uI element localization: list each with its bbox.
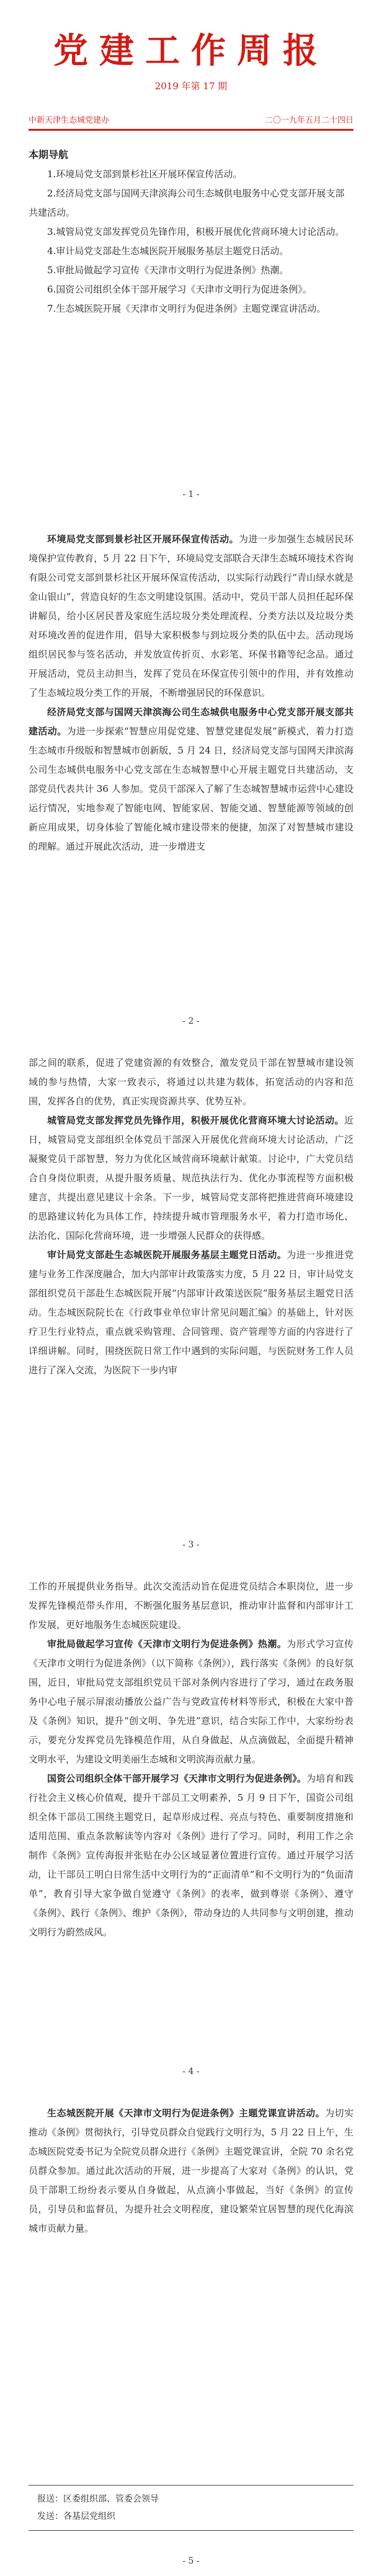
- toc-item: 3.城管局党支部发挥党员先锋作用，积极开展优化营商环境大讨论活动。: [47, 226, 345, 237]
- page-number: - 3 -: [182, 1540, 200, 1550]
- article-hospital: [29, 2104, 353, 2238]
- article-economy: [29, 703, 353, 856]
- article-title: 审计局党支部赴生态城医院开展服务基层主题党日活动。: [47, 1249, 287, 1260]
- send-to: 发送：各基层党组织: [37, 2512, 115, 2521]
- issue-number: 2019 年第 17 期: [154, 80, 228, 92]
- toc-item: 5.审批局做起学习宣传《天津市文明行为促进条例》热潮。: [47, 264, 289, 276]
- page-number: - 1 -: [182, 490, 200, 499]
- article-body: 为形式学习宣传《天津市文明行为促进条例》（以下简称《条例》），践行落实《条例》的良好氛围，近日，审批局党支部组织党员干部对条例内容进行了学习，通过在政务服务中心电子展示屏滚动播放公益广告与党政宣传材料等形式，积极在大家中普及《条例》知识，提升“创文明、争先进”意识，结合实际工作中，大家纷纷表示，要充分发挥党员先锋模范作用，从自身做起、从点滴做起，全面提升精神文明水平，为建设文明美丽生态城和文明滨海贡献力量。: [29, 1638, 353, 1765]
- page-number: - 4 -: [182, 2067, 200, 2077]
- publish-date: 二〇一九年五月二十四日: [264, 115, 353, 125]
- report-to: 报送：区委组织部、管委会领导: [37, 2494, 159, 2504]
- article-body: 为进一步加强生态城居民环境保护宣传教育，5 月 22 日下午，环境局党支部联合天津生态城环境技术咨询有限公司党支部到景杉社区开展环保宣传活动，以实际行动践行“青山绿水就是金山银山”，营造良好的生态文明建设氛围。活动中，党员干部人员担任起环保讲解员，给小区居民普及家庭生活垃圾分类处理流程、分类方法以及垃圾分类对环境改善的促进作用，倡导大家积极参与到垃圾分类的队伍中去。活动现场组织居民参与签名活动，并发放宣传折页、水彩笔、环保书籍等纪念品。通过开展活动，党员主动担当，发挥了党员在环保宣传引领中的作用，并有效推动了生态城垃圾分类工作的开展，不断增强居民的环保意识。: [29, 534, 353, 698]
- article-body: 为进一步探索“智慧应用促党建、智慧党建促发展”新模式，着力打造生态城市升级版和智慧城市创新版，5 月 24 日，经济局党支部与国网天津滨海公司生态城供电服务中心党支部在生态城智慧中心开展主题党日共建活动，支部党员代表共计 36 人参加。党员干部深入了解了生态城智慧城市运营中心建设运行情况，实地参观了智能电网、智能家居、智能交通、智慧能源等领域的创新应用成果，切身体验了智能化城市建设带来的便捷，加深了对智慧城市建设的理解。通过开展此次活动，进一步增进支: [29, 726, 353, 852]
- page-number: - 2 -: [182, 1016, 200, 1026]
- masthead-meta: [29, 113, 353, 125]
- toc-item: 1.环境局党支部到景杉社区开展环保宣传活动。: [47, 168, 242, 180]
- toc-item: 2.经济局党支部与国网天津滨海公司生态城供电服务中心党支部开展支部共建活动。: [29, 187, 345, 218]
- page-number: - 5 -: [182, 2556, 200, 2566]
- article-title: 审批局做起学习宣传《天津市文明行为促进条例》热潮。: [47, 1638, 287, 1650]
- page-4: [0, 1577, 382, 1942]
- article-environment: [29, 530, 353, 703]
- article-body: 近日，城管局党支部组织全体党员干部深入开展优化营商环境大讨论活动，广泛凝聚党员干部智慧，努力为优化区域营商环境献计献策。讨论中，广大党员结合自身岗位职责，从提升服务质量、规范执法行为、优化办事流程等方面积极建言，共提出意见建议十余条。下一步，城管局党支部将把推进营商环境建设的思路建议转化为具体工作，持续提升城市管理服务水平，着力打造市场化、法治化、国际化营商环境，进一步增强人民群众的获得感。: [29, 1115, 353, 1241]
- page-1: [0, 0, 382, 319]
- toc-list: [29, 165, 353, 319]
- page-3: [0, 1053, 382, 1380]
- article-body: 为进一步推进党建与业务工作深度融合，加大内部审计政策落实力度，5 月 22 日，审计局党支部组织党员干部赴生态城医院开展“内部审计政策送医院”服务基层主题党日活动。生态城医院院长在《行政事业单位审计常见问题汇编》的基础上，针对医疗卫生行业特点，重点就采购管理、合同管理、资产管理等方面的内容进行了详细讲解。同时，围绕医院日常工作中遇到的实际问题，与医院财务工作人员进行了深入交流，为医院下一步内审: [29, 1249, 353, 1376]
- article-body: 为培育和践行社会主义核心价值观，提升干部员工文明素养，5 月 9 日下午，国资公司组织全体干部员工围绕主题党日，起草形成过程、亮点与特色、重要制度措施和适用范围、重点条款解读等内容对《条例》进行了学习。同时，利用工作之余制作《条例》宣传海报并张贴在办公区域显著位置进行宣传。通过开展学习活动，让干部员工明白日常生活中文明行为的“正面清单”和不文明行为的“负面清单”，教育引导大家争做自觉遵守《条例》的表率，做到尊崇《条例》、遵守《条例》、践行《条例》、维护《条例》，带动身边的人共同参与文明创建，推动文明行为蔚然成风。: [29, 1773, 353, 1938]
- toc-item: 6.国资公司组织全体干部开展学习《天津市文明行为促进条例》。: [47, 283, 312, 295]
- red-divider: [29, 129, 353, 131]
- distribution-footer: [29, 2485, 353, 2531]
- article-title: 经济局党支部与国网天津滨海公司生态城供电服务中心党支部开展支部共建活动。: [29, 706, 353, 737]
- page-5: [0, 2104, 382, 2238]
- page-2: [0, 530, 382, 856]
- article-title: 城管局党支部发挥党员先锋作用，积极开展优化营商环境大讨论活动。: [47, 1115, 344, 1126]
- article-continuation: 工作的开展提供业务指导。此次交流活动旨在促进党员结合本职岗位，进一步发挥先锋模范带头作用，不断强化服务基层意识，推动审计监督和内部审计工作发展，更好地服务生态城医院建设。: [29, 1581, 353, 1630]
- publisher: 中新天津生态城党建办: [29, 115, 110, 125]
- newsletter-title: 党建工作周报: [53, 30, 329, 71]
- article-continuation: 部之间的联系，促进了党建资源的有效整合，激发党员干部在智慧城市建设领域的参与热情，大家一致表示，将通过以共建为载体，拓宽活动的内容和范围，发挥各自的优势，真正实现资源共享、优势互补。: [29, 1057, 353, 1107]
- article-title: 国资公司组织全体干部开展学习《天津市文明行为促进条例》。: [47, 1773, 307, 1784]
- article-audit: [29, 1246, 353, 1380]
- toc-heading: 本期导航: [29, 148, 69, 160]
- article-title: 环境局党支部到景杉社区开展环保宣传活动。: [47, 534, 239, 545]
- article-state-assets: [29, 1769, 353, 1942]
- toc-item: 7.生态城医院开展《天津市文明行为促进条例》主题党课宣讲活动。: [47, 302, 326, 314]
- article-body: 为切实推动《条例》贯彻执行，引导党员群众自觉践行文明行为，5 月 22 日上午，生态城医院党委书记为全院党员群众进行《条例》主题党课宣讲，全院 70 余名党员群众参加。通过此次活动的开展，进一步提高了大家对《条例》的认识，党员干部职工纷纷表示要从自身做起，从点滴小事做起，当好《条例》的宣传员，引导员和监督员，为提升社会文明程度，建设繁荣宜居智慧的现代化海滨城市贡献力量。: [29, 2108, 353, 2234]
- article-urban-management: [29, 1111, 353, 1246]
- article-title: 生态城医院开展《天津市文明行为促进条例》主题党课宣讲活动。: [47, 2108, 326, 2119]
- toc-item: 4.审计局党支部赴生态城医院开展服务基层主题党日活动。: [47, 245, 289, 257]
- article-approval: [29, 1635, 353, 1769]
